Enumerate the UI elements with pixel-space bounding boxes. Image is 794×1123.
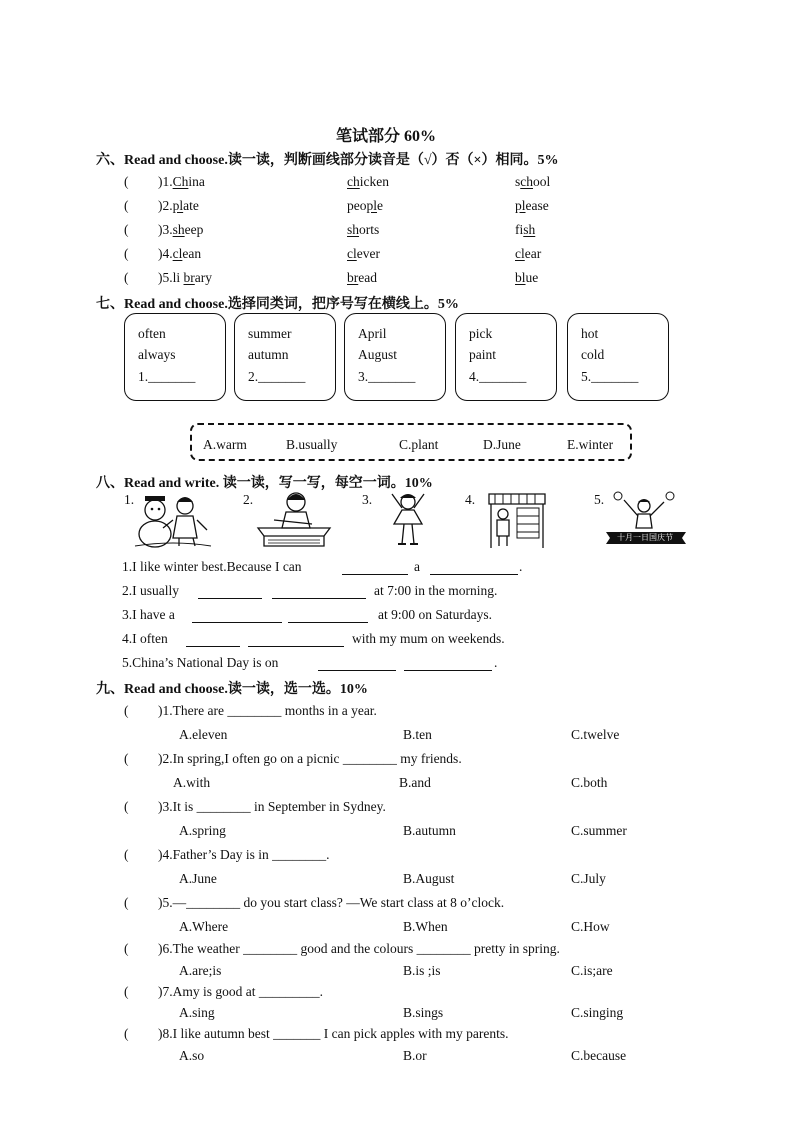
option-c[interactable]: C.because xyxy=(571,1048,627,1063)
question-text: )2.In spring,I often go on a picnic ________ my friends. xyxy=(158,751,462,766)
word-prefix: peo xyxy=(347,198,367,213)
question-number: )1. xyxy=(158,174,173,189)
answer-paren[interactable]: ( xyxy=(124,1026,129,1041)
option-a[interactable]: A.June xyxy=(179,871,217,886)
group-word-1: pick xyxy=(469,326,493,341)
word-suffix: ina xyxy=(188,174,205,189)
answer-paren[interactable]: ( xyxy=(124,984,129,999)
option-a[interactable]: A.eleven xyxy=(179,727,228,742)
question-text: )4.Father’s Day is in ________. xyxy=(158,847,330,862)
word-suffix: ead xyxy=(358,270,377,285)
compare-word-w3 xyxy=(515,270,538,286)
underlined-letters: br xyxy=(183,270,195,285)
answer-blank[interactable] xyxy=(198,586,262,599)
answer-blank[interactable]: 3._______ xyxy=(358,369,416,384)
compare-word-w2 xyxy=(347,270,377,286)
word-suffix: ever xyxy=(356,246,380,261)
option-c[interactable]: C.both xyxy=(571,775,608,790)
sentence-start: 2.I usually xyxy=(122,583,179,598)
question-number: )3. xyxy=(158,222,173,237)
underlined-letters: pl xyxy=(366,198,378,213)
underlined-letters: sh xyxy=(172,222,185,237)
underlined-letters: ch xyxy=(520,174,534,189)
answer-paren[interactable]: ( xyxy=(124,174,129,189)
option-a[interactable]: A.with xyxy=(173,775,211,790)
compare-word-w2 xyxy=(347,246,380,262)
word-prefix: fi xyxy=(515,222,524,237)
sentence-end: . xyxy=(519,559,523,574)
word-prefix: s xyxy=(515,174,521,189)
sentence-middle: with my mum on weekends. xyxy=(352,631,505,646)
compare-word-w2 xyxy=(347,198,383,214)
option-b[interactable]: B.or xyxy=(403,1048,427,1063)
answer-paren[interactable]: ( xyxy=(124,751,129,766)
question-text: )8.I like autumn best _______ I can pick apples with my parents. xyxy=(158,1026,509,1041)
group-word-2: autumn xyxy=(248,347,289,362)
word-group-box xyxy=(124,313,226,401)
word-suffix: ary xyxy=(194,270,213,285)
word-suffix: eep xyxy=(184,222,204,237)
question-number: )5. xyxy=(158,270,173,285)
compare-word-w3 xyxy=(515,222,535,238)
page-title: 笔试部分 60% xyxy=(336,128,437,145)
picture-number: 1. xyxy=(124,492,135,507)
option-a[interactable]: A.so xyxy=(179,1048,205,1063)
option-c[interactable]: C.July xyxy=(571,871,606,886)
underlined-letters: cl xyxy=(347,246,357,261)
option-c[interactable]: C.summer xyxy=(571,823,627,838)
sentence-middle: at 7:00 in the morning. xyxy=(374,583,498,598)
option-b[interactable]: B.sings xyxy=(403,1005,444,1020)
answer-blank[interactable]: 2._______ xyxy=(248,369,306,384)
answer-paren[interactable]: ( xyxy=(124,198,129,213)
group-word-1: hot xyxy=(581,326,599,341)
option-c[interactable]: C.How xyxy=(571,919,610,934)
word-group-box xyxy=(455,313,557,401)
answer-blank[interactable] xyxy=(318,658,396,671)
option-b[interactable]: B.ten xyxy=(403,727,432,742)
option-b[interactable]: B.autumn xyxy=(403,823,456,838)
compare-word-w2 xyxy=(347,222,379,238)
underlined-letters: cl xyxy=(172,246,183,261)
option-b[interactable]: B.is ;is xyxy=(403,963,441,978)
question-word-1 xyxy=(158,174,205,190)
dancing-girl-picture xyxy=(384,488,434,550)
question-text: )1.There are ________ months in a year. xyxy=(158,703,377,718)
sentence-start: 1.I like winter best.Because I can xyxy=(122,559,302,574)
compare-word-w3 xyxy=(515,198,549,214)
word-group-box xyxy=(234,313,336,401)
option-item: D.June xyxy=(483,437,521,452)
answer-blank[interactable] xyxy=(430,562,518,575)
section7-heading: 七、Read and choose.选择同类词，把序号写在横线上。5% xyxy=(96,297,459,312)
answer-paren[interactable]: ( xyxy=(124,847,129,862)
option-c[interactable]: C.is;are xyxy=(571,963,613,978)
question-text: )7.Amy is good at _________. xyxy=(158,984,323,999)
option-a[interactable]: A.spring xyxy=(179,823,226,838)
picture-number: 4. xyxy=(465,492,476,507)
group-word-1: summer xyxy=(248,326,292,341)
question-number: )2. xyxy=(158,198,173,213)
option-a[interactable]: A.are;is xyxy=(179,963,222,978)
group-word-2: paint xyxy=(469,347,496,362)
picture-number: 3. xyxy=(362,492,373,507)
word-suffix: ean xyxy=(182,246,202,261)
word-suffix: e xyxy=(377,198,384,213)
answer-blank[interactable]: 1._______ xyxy=(138,369,196,384)
banner-text: 十月一日国庆节 xyxy=(617,533,673,542)
underlined-letters: sh xyxy=(523,222,536,237)
question-word-1 xyxy=(158,246,201,262)
question-word-1 xyxy=(158,222,203,238)
market-stall-picture xyxy=(487,490,547,550)
underlined-letters: pl xyxy=(515,198,526,213)
group-word-2: always xyxy=(138,347,176,362)
underlined-letters: br xyxy=(347,270,359,285)
group-word-1: often xyxy=(138,326,166,341)
word-suffix: ear xyxy=(524,246,542,261)
compare-word-w2 xyxy=(347,174,389,190)
word-group-box xyxy=(344,313,446,401)
underlined-letters: sh xyxy=(347,222,360,237)
answer-blank[interactable] xyxy=(342,562,408,575)
question-word-1 xyxy=(158,270,212,286)
word-suffix: ease xyxy=(525,198,549,213)
underlined-letters: ch xyxy=(347,174,360,189)
group-word-2: cold xyxy=(581,347,605,362)
option-b[interactable]: B.August xyxy=(403,871,455,886)
question-text: )5.—________ do you start class? —We start class at 8 o’clock. xyxy=(158,895,505,910)
answer-blank[interactable] xyxy=(186,634,240,647)
word-prefix: li xyxy=(172,270,184,285)
question-number: )4. xyxy=(158,246,173,261)
group-word-2: August xyxy=(358,347,398,362)
word-group-box xyxy=(567,313,669,401)
underlined-letters: pl xyxy=(172,198,184,213)
option-c[interactable]: C.singing xyxy=(571,1005,624,1020)
section6-heading: 六、Read and choose.读一读，判断画线部分读音是（√）否（×）相同。5% xyxy=(96,153,559,168)
answer-blank[interactable]: 5._______ xyxy=(581,369,639,384)
option-b[interactable]: B.and xyxy=(399,775,431,790)
section8-heading: 八、Read and write. 读一读，写一写，每空一词。10% xyxy=(96,476,433,491)
underlined-letters: Ch xyxy=(172,174,189,189)
sentence-middle: . xyxy=(494,655,498,670)
question-text: )6.The weather ________ good and the colours ________ pretty in spring. xyxy=(158,941,560,956)
option-a[interactable]: A.Where xyxy=(179,919,229,934)
option-item: A.warm xyxy=(203,437,247,452)
answer-paren[interactable]: ( xyxy=(124,270,129,285)
answer-blank[interactable]: 4._______ xyxy=(469,369,527,384)
snowman-picture xyxy=(133,488,213,550)
answer-blank[interactable] xyxy=(272,586,366,599)
sentence-start: 3.I have a xyxy=(122,607,175,622)
option-b[interactable]: B.When xyxy=(403,919,448,934)
question-text: )3.It is ________ in September in Sydney. xyxy=(158,799,386,814)
answer-blank[interactable] xyxy=(248,634,344,647)
compare-word-w3 xyxy=(515,246,541,262)
sentence-start: 4.I often xyxy=(122,631,168,646)
answer-blank[interactable] xyxy=(288,610,368,623)
option-a[interactable]: A.sing xyxy=(179,1005,215,1020)
word-suffix: ate xyxy=(183,198,199,213)
sentence-middle: a xyxy=(414,559,420,574)
picture-number: 2. xyxy=(243,492,254,507)
answer-paren[interactable]: ( xyxy=(124,246,129,261)
section9-heading: 九、Read and choose.读一读，选一选。10% xyxy=(96,682,368,697)
answer-paren[interactable]: ( xyxy=(124,703,129,718)
answer-paren[interactable]: ( xyxy=(124,799,129,814)
question-word-1 xyxy=(158,198,199,214)
picture-number: 5. xyxy=(594,492,605,507)
answer-paren[interactable]: ( xyxy=(124,222,129,237)
group-word-1: April xyxy=(358,326,387,341)
compare-word-w3 xyxy=(515,174,550,190)
child-drawing-picture xyxy=(254,488,334,550)
answer-paren[interactable]: ( xyxy=(124,895,129,910)
word-suffix: orts xyxy=(359,222,380,237)
option-item: C.plant xyxy=(399,437,439,452)
word-suffix: icken xyxy=(359,174,389,189)
sentence-middle: at 9:00 on Saturdays. xyxy=(378,607,492,622)
option-item: B.usually xyxy=(286,437,338,452)
sentence-start: 5.China’s National Day is on xyxy=(122,655,279,670)
option-c[interactable]: C.twelve xyxy=(571,727,620,742)
underlined-letters: cl xyxy=(515,246,525,261)
answer-blank[interactable] xyxy=(404,658,492,671)
word-suffix: ool xyxy=(533,174,551,189)
option-item: E.winter xyxy=(567,437,614,452)
answer-paren[interactable]: ( xyxy=(124,941,129,956)
answer-blank[interactable] xyxy=(192,610,282,623)
word-suffix: ue xyxy=(525,270,539,285)
underlined-letters: bl xyxy=(515,270,526,285)
